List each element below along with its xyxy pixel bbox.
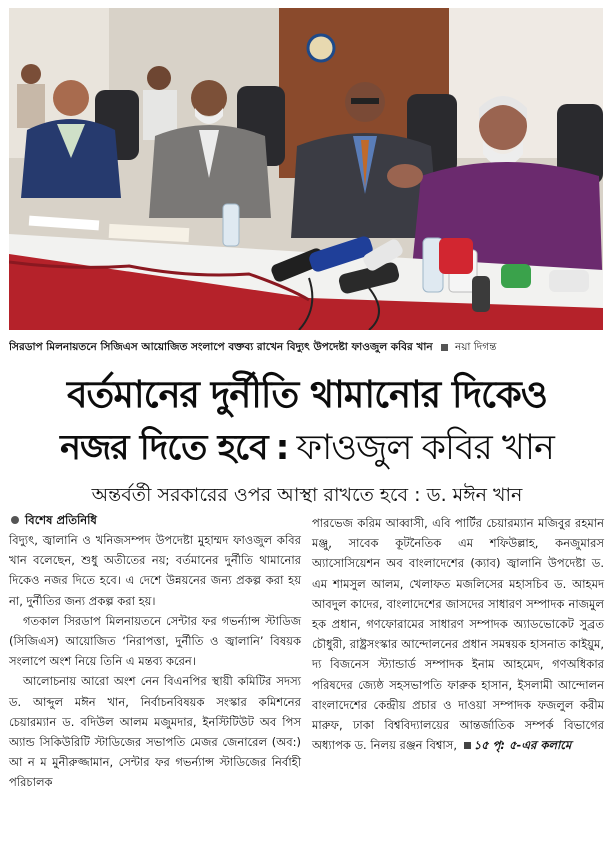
article-paragraph-4 <box>312 513 604 755</box>
article-paragraph-1: বিদ্যুৎ, জ্বালানি ও খনিজসম্পদ উপদেষ্টা মুহাম্মদ ফাওজুল কবির খান বলেছেন, শুধু অতীতের নয়; বর্তমানের দুর্নীতি থামানোর দিকেও নজর দিতে হবে। এ দেশে উন্নয়নের জন্য প্রকল্প করা হয় না, দুর্নীতির জন্য প্রকল্প করা হয়। <box>9 533 301 608</box>
bullet-dot-icon <box>11 516 19 524</box>
article-column-left <box>9 510 301 793</box>
headline-line-2 <box>8 426 606 470</box>
continuation-link[interactable] <box>461 738 572 752</box>
article-column-right <box>312 513 604 755</box>
byline-text: বিশেষ প্রতিনিধি <box>25 512 97 527</box>
photo-caption <box>9 337 603 357</box>
subheadline: অন্তর্বর্তী সরকারের ওপর আস্থা রাখতে হবে : ড. মঈন খান <box>91 484 523 506</box>
square-bullet-icon <box>441 344 448 351</box>
headline-speaker: ফাওজুল কবির খান <box>296 428 554 468</box>
byline <box>9 510 301 530</box>
headline-line-2-main: নজর দিতে হবে <box>60 428 268 468</box>
photo-illustration <box>9 8 603 330</box>
continuation-text: ১৫ পৃ: ৫-এর কলামে <box>473 738 572 753</box>
headline-colon: : <box>275 428 289 468</box>
photo-credit: নয়া দিগন্ত <box>454 341 497 353</box>
article-paragraph-3: আলোচনায় আরো অংশ নেন বিএনপির স্থায়ী কমিটির সদস্য ড. আব্দুল মঈন খান, নির্বাচনবিষয়ক সংস্কার কমিশনের চেয়ারম্যান ড. বদিউল আলম মজুমদার, ইনস্টিটিউট অব পিস অ্যান্ড সিকিউরিটি স্টাডিজের সভাপতি মেজর জেনারেল (অব:) আ ন ম মুনীরুজ্জামান, সেন্টার ফর গভর্ন্যান্স স্টাডিজের নির্বাহী পরিচালক <box>9 674 301 790</box>
square-bullet-icon <box>464 742 471 749</box>
headline-line-1: বর্তমানের দুর্নীতি থামানোর দিকেও <box>66 373 548 416</box>
article-paragraph-2: গতকাল সিরডাপ মিলনায়তনে সেন্টার ফর গভর্ন্যান্স স্টাডিজ (সিজিএস) আয়োজিত ‘নিরাপত্তা, দুর্নীতি ও জ্বালানি’ বিষয়ক সংলাপে অংশ নিয়ে তিনি এ মন্তব্য করেন। <box>9 613 301 669</box>
caption-text: সিরডাপ মিলনায়তনে সিজিএস আয়োজিত সংলাপে বক্তব্য রাখেন বিদ্যুৎ উপদেষ্টা ফাওজুল কবির খান <box>9 341 433 353</box>
article-paragraph-4-text: পারভেজ করিম আব্বাসী, এবি পার্টির চেয়ারম্যান মজিবুর রহমান মঞ্জু, সাবেক কূটনৈতিক এম শফিউল্লাহ, কনজুমারস অ্যাসোসিয়েশন অব বাংলাদেশের (ক্যাব) জ্বালানি উপদেষ্টা ড. এম শামসুল আলম, খেলাফত মজলিসের মহাসচিব ড. আহমদ আবদুল কাদের, বাংলাদেশের জাসদের সাধারণ সম্পাদক নাজমুল হক প্রধান, গণফোরামের সাধারণ সম্পাদক অ্যাডভোকেট সুব্রত চৌধুরী, রাষ্ট্রসংস্কার আন্দোলনের প্রধান সমন্বয়ক হাসনাত কাইয়ুম, দ্য বিজনেস স্ট্যান্ডার্ড সম্পাদক ইনাম আহমেদ, গণঅধিকার পরিষদের জ্যেষ্ঠ সহসভাপতি ফারুক হাসান, ইসলামী আন্দোলন বাংলাদেশের কেন্দ্রীয় প্রচার ও দাওয়া সম্পাদক ফজলুল করীম মারুফ, ঢাকা বিশ্ববিদ্যালয়ের আন্তর্জাতিক সম্পর্ক বিভাগের অধ্যাপক ড. নিলয় রঞ্জন বিশ্বাস, <box>312 516 604 753</box>
news-photo <box>9 8 603 330</box>
